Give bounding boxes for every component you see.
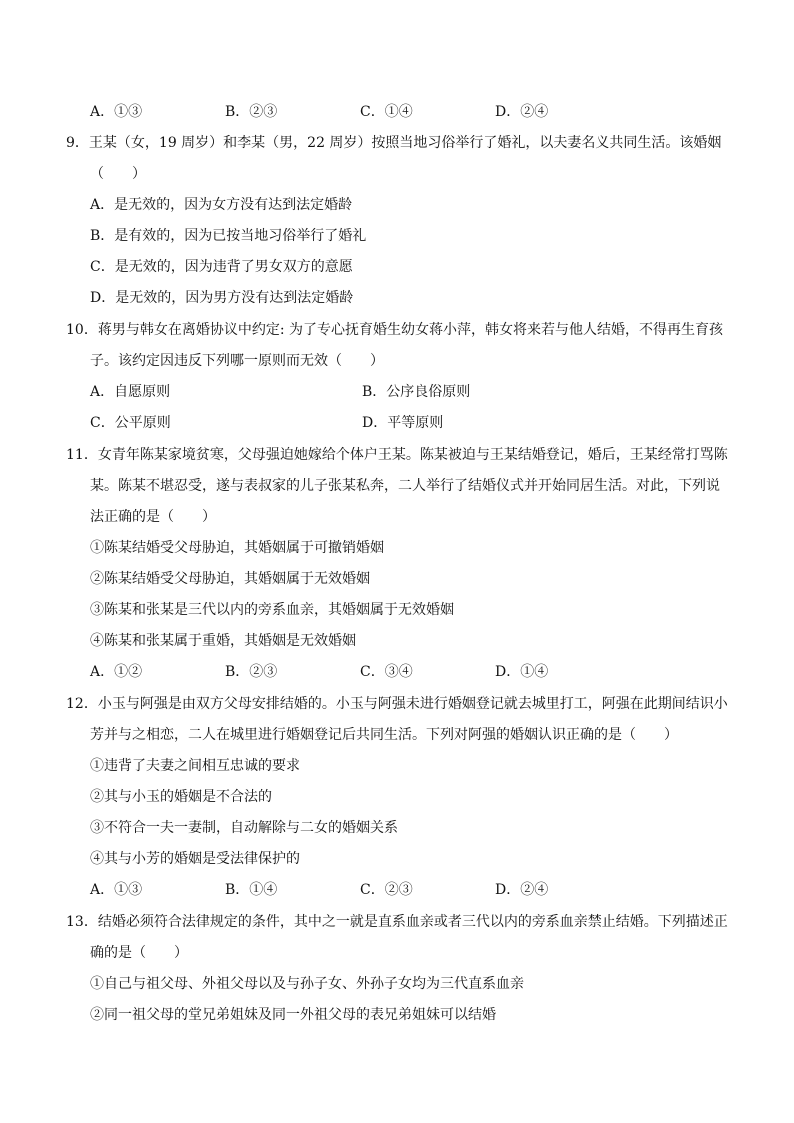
q11-option-d[interactable]: D．①④ — [495, 664, 549, 680]
q11-statement-3: ③陈某和张某是三代以内的旁系血亲，其婚姻属于无效婚姻 — [90, 602, 454, 618]
q11-stem-line1: 11．女青年陈某家境贫寒，父母强迫她嫁给个体户王某。陈某被迫与王某结婚登记，婚后，王某经常打骂陈 — [66, 447, 728, 463]
q12-option-c[interactable]: C．②③ — [360, 882, 413, 898]
q10-option-b[interactable]: B．公序良俗原则 — [362, 384, 471, 400]
q11-statement-4: ④陈某和张某属于重婚，其婚姻是无效婚姻 — [90, 633, 356, 649]
q10-option-d[interactable]: D．平等原则 — [362, 415, 444, 431]
q8-option-d[interactable]: D．②④ — [495, 104, 549, 120]
q11-option-b[interactable]: B．②③ — [225, 664, 278, 680]
q11-stem-line2: 某。陈某不堪忍受，遂与表叔家的儿子张某私奔，二人举行了结婚仪式并开始同居生活。对此，下列说 — [90, 478, 720, 494]
q13-statement-2: ②同一祖父母的堂兄弟姐妹及同一外祖父母的表兄弟姐妹可以结婚 — [90, 1007, 496, 1023]
q9-stem-line2: （ ） — [90, 166, 146, 182]
q9-option-c[interactable]: C．是无效的，因为违背了男女双方的意愿 — [90, 259, 353, 275]
q11-option-c[interactable]: C．③④ — [360, 664, 413, 680]
q12-statement-4: ④其与小芳的婚姻是受法律保护的 — [90, 851, 300, 867]
q9-option-a[interactable]: A．是无效的，因为女方没有达到法定婚龄 — [90, 197, 353, 213]
q12-statement-3: ③不符合一夫一妻制，自动解除与二女的婚姻关系 — [90, 820, 398, 836]
q12-option-d[interactable]: D．②④ — [495, 882, 549, 898]
q9-option-d[interactable]: D．是无效的，因为男方没有达到法定婚龄 — [90, 290, 354, 306]
q11-statement-1: ①陈某结婚受父母胁迫，其婚姻属于可撤销婚姻 — [90, 540, 384, 556]
q10-stem-line1: 10．蒋男与韩女在离婚协议中约定: 为了专心抚育婚生幼女蒋小萍，韩女将来若与他人结婚，不得再生育孩 — [66, 322, 723, 338]
q13-stem-line1: 13．结婚必须符合法律规定的条件，其中之一就是直系血亲或者三代以内的旁系血亲禁止结婚。下列描述正 — [66, 914, 728, 930]
q10-option-c[interactable]: C．公平原则 — [90, 415, 171, 431]
q12-option-b[interactable]: B．①④ — [225, 882, 278, 898]
q9-option-b[interactable]: B．是有效的，因为已按当地习俗举行了婚礼 — [90, 228, 367, 244]
q9-stem-line1: 9．王某（女，19 周岁）和李某（男，22 周岁）按照当地习俗举行了婚礼，以夫妻名义共同生活。该婚姻 — [66, 135, 722, 151]
q8-option-b[interactable]: B．②③ — [225, 104, 278, 120]
q12-stem-line2: 芳并与之相恋，二人在城里进行婚姻登记后共同生活。下列对阿强的婚姻认识正确的是（ ） — [90, 727, 678, 743]
q11-statement-2: ②陈某结婚受父母胁迫，其婚姻属于无效婚姻 — [90, 571, 370, 587]
q13-stem-line2: 确的是（ ） — [90, 945, 188, 961]
q12-stem-line1: 12．小玉与阿强是由双方父母安排结婚的。小玉与阿强未进行婚姻登记就去城里打工，阿强在此期间结识小 — [66, 696, 728, 712]
q10-option-a[interactable]: A．自愿原则 — [90, 384, 171, 400]
q8-option-a[interactable]: A．①③ — [90, 104, 143, 120]
q8-option-c[interactable]: C．①④ — [360, 104, 413, 120]
q12-option-a[interactable]: A．①③ — [90, 882, 143, 898]
q11-stem-line3: 法正确的是（ ） — [90, 509, 216, 525]
q11-option-a[interactable]: A．①② — [90, 664, 143, 680]
q12-statement-2: ②其与小玉的婚姻是不合法的 — [90, 789, 272, 805]
q10-stem-line2: 子。该约定因违反下列哪一原则而无效（ ） — [90, 353, 384, 369]
q12-statement-1: ①违背了夫妻之间相互忠诚的要求 — [90, 758, 300, 774]
q13-statement-1: ①自己与祖父母、外祖父母以及与孙子女、外孙子女均为三代直系血亲 — [90, 976, 524, 992]
